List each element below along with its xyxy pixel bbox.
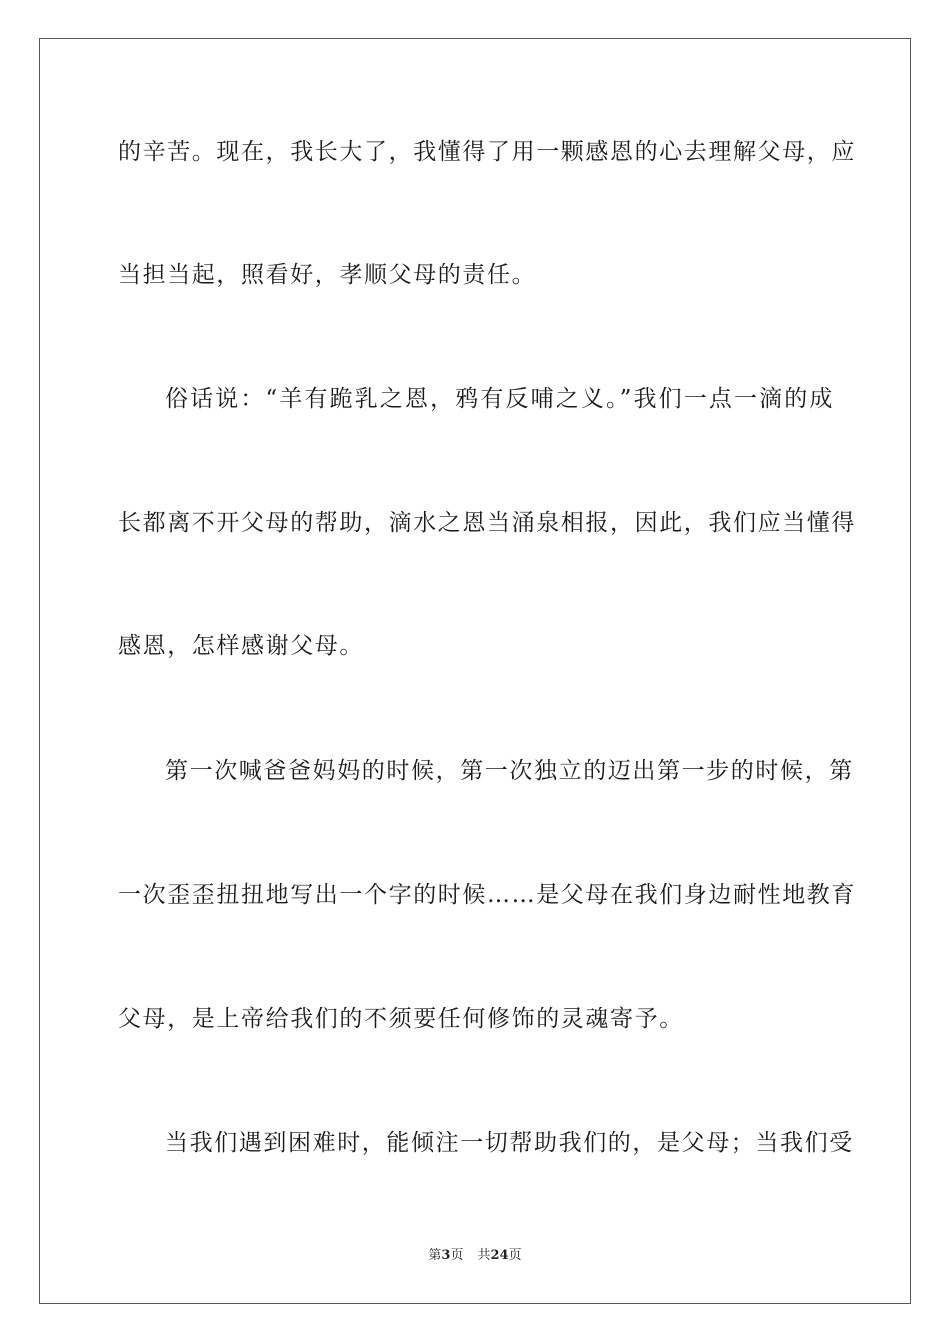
current-page-number: 3 [441, 1248, 451, 1263]
total-suffix: 页 [508, 1248, 522, 1263]
total-pages-number: 24 [490, 1248, 509, 1263]
page-suffix: 页 [450, 1248, 464, 1263]
page-prefix: 第 [428, 1248, 442, 1263]
text-line: 第一次喊爸爸妈妈的时候，第一次独立的迈出第一步的时候，第 [165, 758, 854, 784]
text-line: 一次歪歪扭扭地写出一个字的时候……是父母在我们身边耐性地教育 [118, 882, 856, 908]
page-footer [0, 1247, 950, 1265]
text-line: 父母，是上帝给我们的不须要任何修饰的灵魂寄予。 [118, 1006, 684, 1032]
text-line: 的辛苦。现在，我长大了，我懂得了用一颗感恩的心去理解父母，应 [118, 139, 856, 165]
text-line: 当担当起，照看好，孝顺父母的责任。 [118, 262, 537, 288]
text-line: 当我们遇到困难时，能倾注一切帮助我们的，是父母；当我们受 [165, 1130, 854, 1156]
text-line: 长都离不开父母的帮助，滴水之恩当涌泉相报，因此，我们应当懂得 [118, 510, 856, 536]
total-prefix: 共 [477, 1248, 491, 1263]
text-line: 俗话说：“羊有跪乳之恩，鸦有反哺之义。”我们一点一滴的成 [165, 386, 834, 412]
page-border [39, 38, 911, 1304]
text-line: 感恩，怎样感谢父母。 [118, 633, 364, 659]
